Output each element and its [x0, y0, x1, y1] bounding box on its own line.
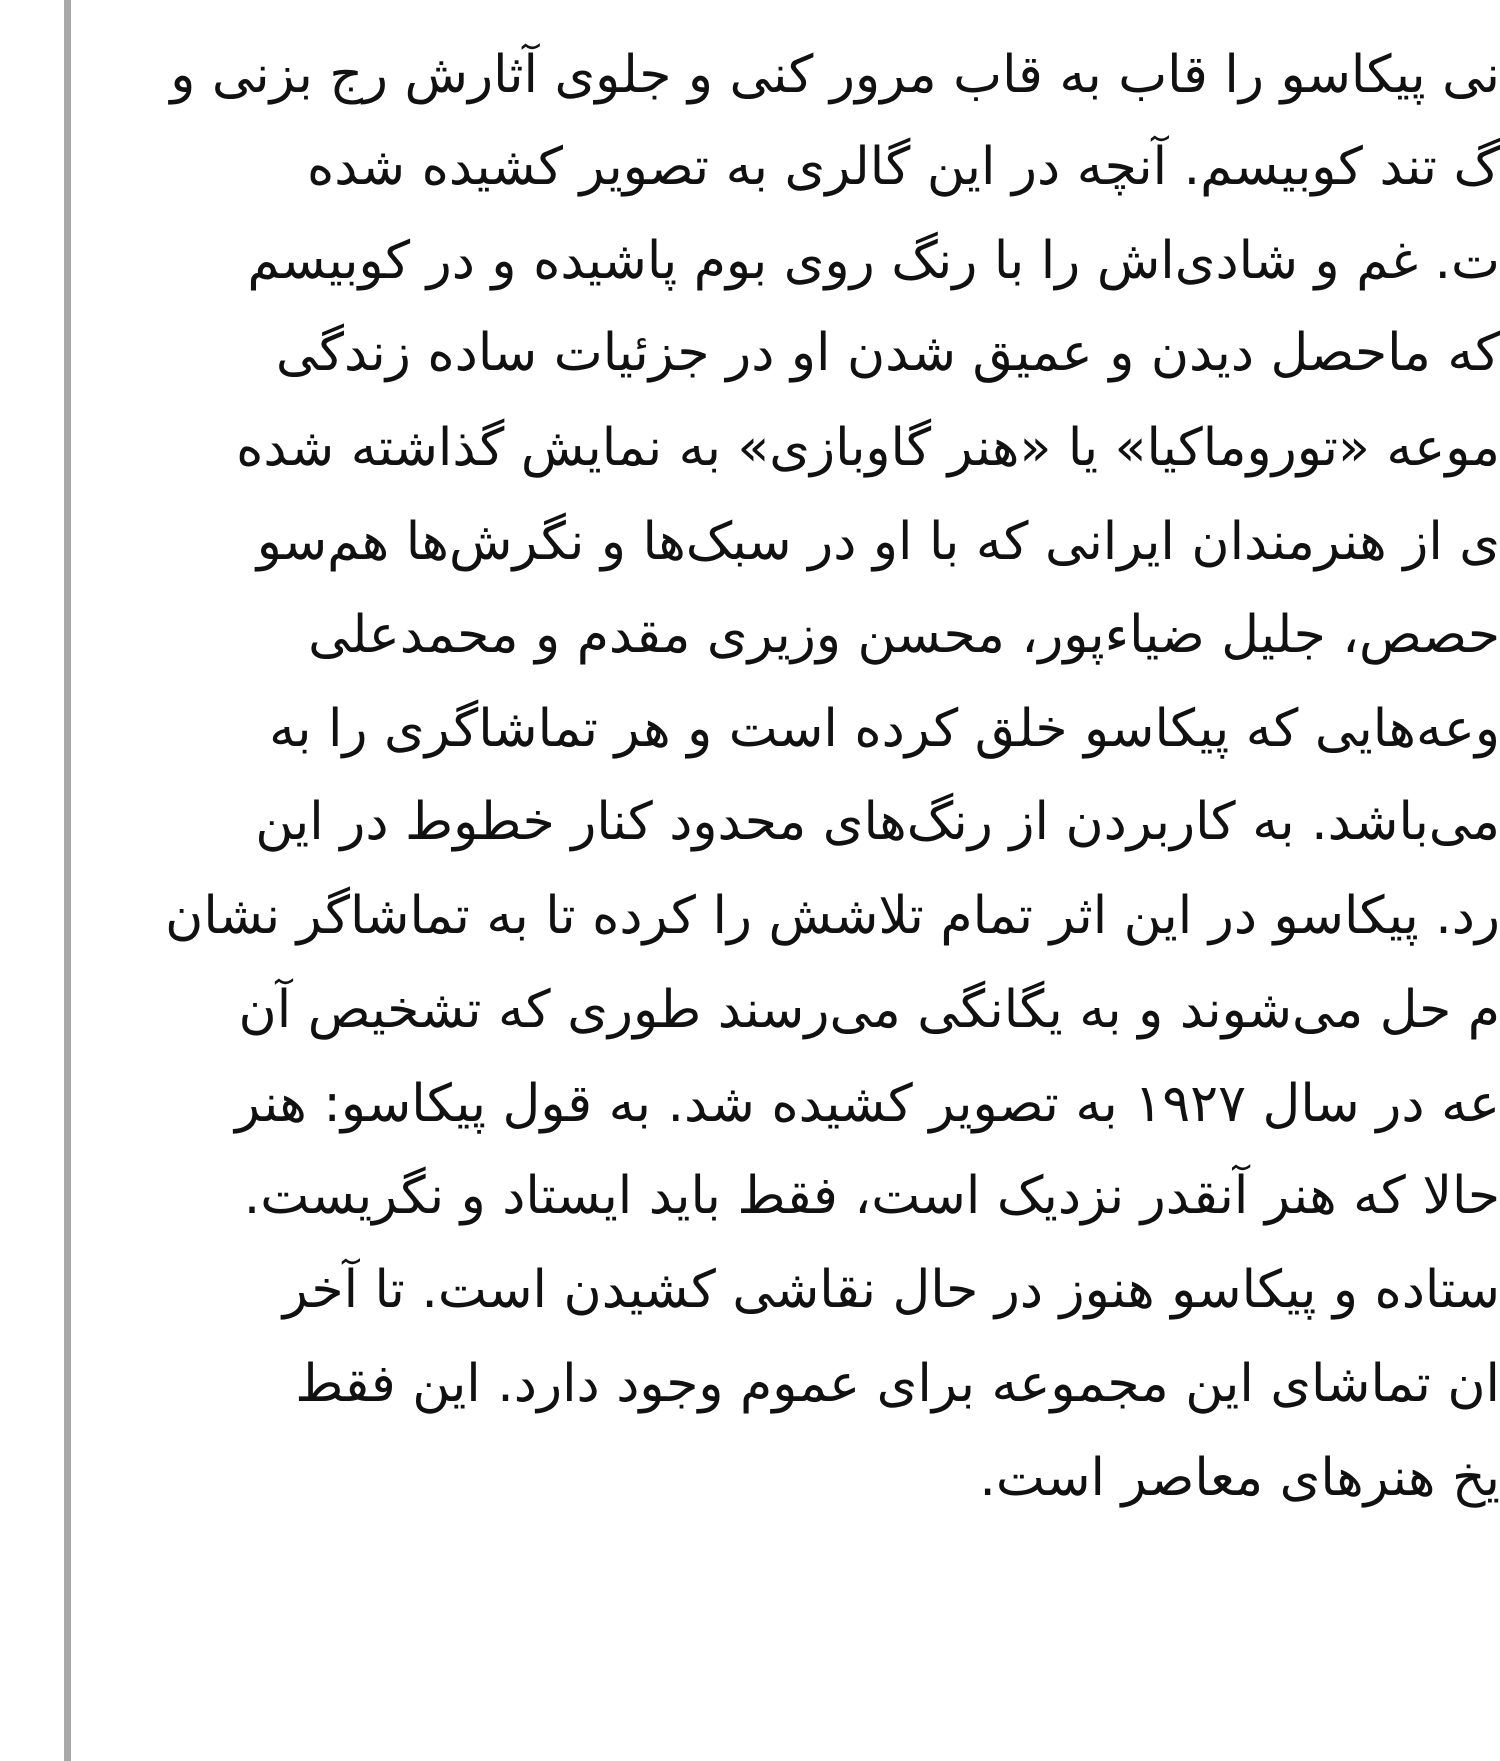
article-line: نی پیکاسو را قاب به قاب مرور کنی و جلوی آثارش رج بزنی و — [170, 45, 1500, 105]
article-line: وعه‌هایی که پیکاسو خلق کرده است و هر تماشاگری را به — [269, 699, 1500, 759]
article-line: عه در سال ۱۹۲۷ به تصویر کشیده شد. به قول پیکاسو: هنر — [235, 1074, 1500, 1134]
article-line: ی از هنرمندان ایرانی که با او در سبک‌ها و نگرش‌ها هم‌سو — [256, 512, 1500, 572]
article-line: می‌باشد. به کاربردن از رنگ‌های محدود کنار خطوط در این — [255, 792, 1500, 852]
article-line: رد. پیکاسو در این اثر تمام تلاشش را کرده تا به تماشاگر نشان — [165, 886, 1500, 946]
article-line: م حل می‌شوند و به یگانگی می‌رسند طوری که تشخیص آن — [238, 980, 1500, 1040]
article-line: حالا که هنر آنقدر نزدیک است، فقط باید ایستاد و نگریست. — [243, 1166, 1500, 1226]
article-line: یخ هنرهای معاصر است. — [979, 1448, 1500, 1508]
article-line: گ تند کوبیسم. آنچه در این گالری به تصویر کشیده شده — [306, 137, 1500, 197]
article-line: حصص، جلیل ضیاءپور، محسن وزیری مقدم و محمدعلی — [308, 605, 1500, 665]
article-line: که ماحصل دیدن و عمیق شدن او در جزئیات ساده زندگی — [275, 323, 1500, 383]
article-line: ستاده و پیکاسو هنوز در حال نقاشی کشیدن است. تا آخر — [282, 1260, 1500, 1320]
column-divider-rule — [64, 0, 71, 1761]
article-line: موعه «توروماکیا» یا «هنر گاوبازی» به نمایش گذاشته شده — [236, 418, 1500, 478]
article-line: ان تماشای این مجموعه برای عموم وجود دارد. این فقط — [295, 1354, 1500, 1414]
article-line: ت. غم و شادی‌اش را با رنگ روی بوم پاشیده و در کوبیسم — [247, 231, 1500, 291]
article-column — [140, 0, 1500, 1761]
